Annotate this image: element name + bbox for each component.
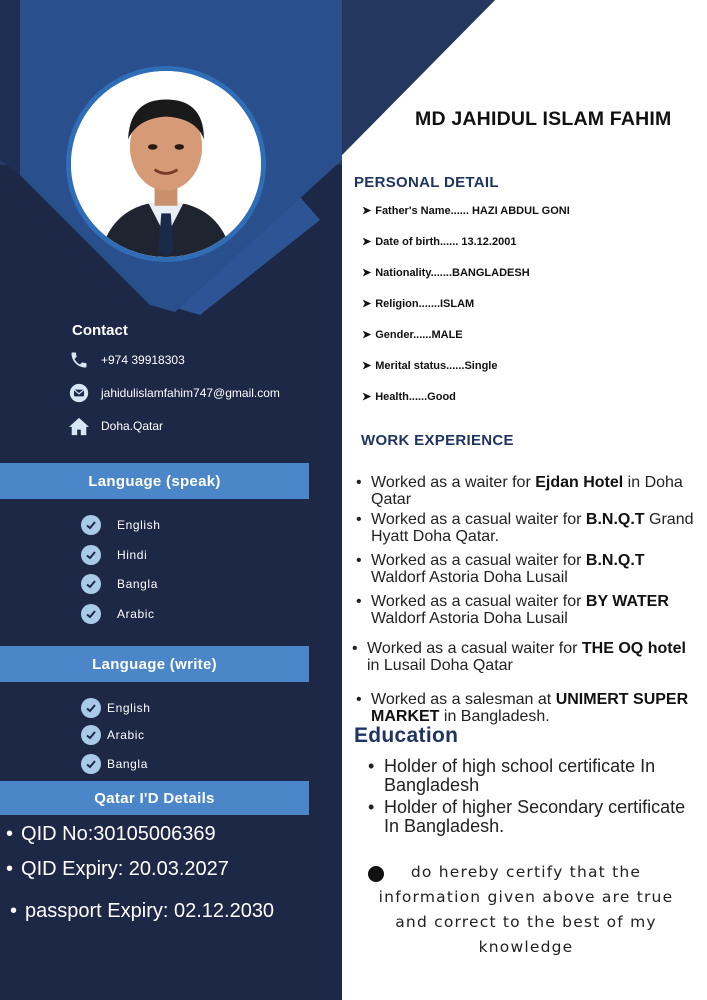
language-speak-item: English: [81, 515, 161, 535]
bullet-icon: •: [356, 593, 362, 610]
bullet-icon: •: [10, 900, 18, 922]
work-item: • Worked as a casual waiter for B.N.Q.T Grand Hyatt Doha Qatar.: [356, 511, 694, 545]
work-item: • Worked as a casual waiter for BY WATER Waldorf Astoria Doha Lusail: [356, 593, 669, 627]
check-circle-icon: [81, 545, 101, 565]
home-icon: [68, 415, 90, 437]
bullet-icon: •: [368, 797, 375, 817]
check-circle-icon: [81, 698, 101, 718]
qatar-id-item: • QID Expiry: 20.03.2027: [6, 858, 229, 880]
bullet-icon: •: [356, 691, 362, 708]
check-circle-icon: [81, 754, 101, 774]
work-item: • Worked as a casual waiter for B.N.Q.T Waldorf Astoria Doha Lusail: [356, 552, 645, 586]
contact-phone: +974 39918303: [68, 349, 185, 371]
personal-detail-row: ➤ Father's Name...... HAZI ABDUL GONI: [362, 205, 570, 217]
personal-detail-row: ➤ Religion.......ISLAM: [362, 298, 475, 310]
language-write-item: Bangla: [81, 754, 148, 774]
arrow-icon: ➤: [362, 360, 372, 372]
arrow-icon: ➤: [362, 205, 372, 217]
email-icon: [68, 382, 90, 404]
arrow-icon: ➤: [362, 298, 372, 310]
bullet-icon: •: [368, 756, 375, 776]
personal-detail-row: ➤ Gender......MALE: [362, 329, 463, 341]
check-circle-icon: [81, 604, 101, 624]
bullet-icon: •: [352, 640, 358, 657]
language-speak-title: Language (speak): [0, 463, 309, 499]
contact-address: Doha.Qatar: [68, 415, 163, 437]
personal-detail-row: ➤ Nationality.......BANGLADESH: [362, 267, 530, 279]
language-speak-item: Bangla: [81, 574, 158, 594]
check-circle-icon: [81, 725, 101, 745]
work-item: • Worked as a salesman at UNIMERT SUPER MARKET in Bangladesh.: [356, 691, 689, 725]
bullet-icon: •: [6, 858, 14, 880]
candidate-name: MD JAHIDUL ISLAM FAHIM: [415, 108, 672, 130]
contact-title: Contact: [72, 322, 128, 339]
language-write-item: Arabic: [81, 725, 145, 745]
qatar-id-title: Qatar I'D Details: [0, 781, 309, 815]
contact-email: jahidulislamfahim747@gmail.com: [68, 382, 280, 404]
check-circle-icon: [81, 574, 101, 594]
personal-detail-row: ➤ Date of birth...... 13.12.2001: [362, 236, 517, 248]
arrow-icon: ➤: [362, 391, 372, 403]
qatar-id-item: • passport Expiry: 02.12.2030: [10, 900, 275, 922]
check-circle-icon: [81, 515, 101, 535]
bullet-icon: •: [356, 474, 362, 491]
work-experience-title: WORK EXPERIENCE: [361, 432, 514, 449]
work-item: • Worked as a waiter for Ejdan Hotel in Doha Qatar: [356, 474, 683, 508]
language-speak-item: Arabic: [81, 604, 155, 624]
arrow-icon: ➤: [362, 329, 372, 341]
education-item: • Holder of high school certificate In Bangladesh: [368, 756, 656, 795]
profile-photo: [66, 66, 266, 262]
bullet-icon: •: [6, 823, 14, 845]
arrow-icon: ➤: [362, 236, 372, 248]
personal-detail-row: ➤ Merital status......Single: [362, 360, 498, 372]
personal-detail-title: PERSONAL DETAIL: [354, 174, 499, 191]
arrow-icon: ➤: [362, 267, 372, 279]
certification-statement: do hereby certify that the information given above are true and correct to the best of my knowledge: [378, 863, 674, 956]
language-speak-item: Hindi: [81, 545, 147, 565]
education-item: • Holder of higher Secondary certificate In Bangladesh.: [368, 797, 686, 836]
bullet-icon: •: [356, 511, 362, 528]
work-item: • Worked as a casual waiter for THE OQ hotel in Lusail Doha Qatar: [352, 640, 686, 674]
personal-detail-row: ➤ Health......Good: [362, 391, 456, 403]
qatar-id-item: • QID No:30105006369: [6, 823, 216, 845]
education-title: Education: [354, 724, 459, 747]
bullet-icon: •: [356, 552, 362, 569]
language-write-item: English: [81, 698, 151, 718]
language-write-title: Language (write): [0, 646, 309, 682]
phone-icon: [68, 349, 90, 371]
profile-portrait-image: [71, 71, 261, 257]
